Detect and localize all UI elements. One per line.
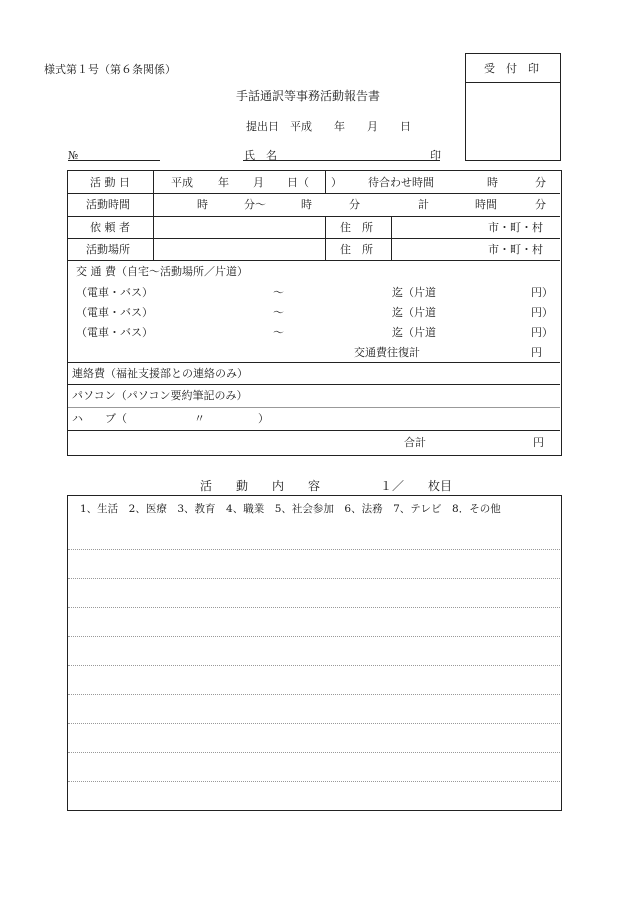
hub-ditto: 〃 (194, 412, 205, 425)
sum-label: 合計 (404, 436, 426, 449)
name-underline (243, 160, 440, 161)
page-count: １／ 枚目 (380, 479, 453, 493)
sum-yen: 円 (533, 436, 544, 449)
no-underline (68, 160, 160, 161)
place-address-label: 住 所 (340, 243, 373, 256)
writing-line (68, 549, 560, 550)
wait-time-label: 待合わせ時間 (368, 176, 434, 189)
transport-yen-1: 円） (531, 286, 553, 299)
activity-content-box (67, 495, 562, 811)
name-label: 氏 名 (244, 149, 277, 162)
transport-until-2: 迄（片道 (392, 306, 436, 319)
roundtrip-yen: 円 (531, 346, 542, 359)
activity-time-label: 活動時間 (86, 198, 130, 211)
time-minute-start: 分～ (244, 198, 266, 211)
hub-label: ハ ブ（ (72, 412, 127, 425)
pc-label: パソコン（パソコン要約筆記のみ） (72, 389, 248, 402)
hub-close: ） (258, 412, 269, 425)
transport-mode-1: （電車・バス） (76, 286, 153, 299)
requester-label: 依 頼 者 (90, 221, 130, 234)
submission-date: 提出日 平成 年 月 日 (246, 120, 411, 133)
seal-label: 印 (430, 149, 441, 162)
wait-minute: 分 (535, 176, 546, 189)
time-total-label: 計 (418, 198, 429, 211)
date-month: 月 (253, 176, 264, 189)
writing-line (68, 665, 560, 666)
transport-tilde-3: ～ (273, 326, 284, 339)
transport-tilde-2: ～ (273, 306, 284, 319)
transport-until-3: 迄（片道 (392, 326, 436, 339)
requester-address-label: 住 所 (340, 221, 373, 234)
place-city: 市・町・村 (488, 243, 543, 256)
date-year: 年 (218, 176, 229, 189)
requester-city: 市・町・村 (488, 221, 543, 234)
time-hour-end: 時 (301, 198, 312, 211)
stamp-label: 受 付 印 (484, 62, 539, 75)
activity-categories: 1、生活 2、医療 3、教育 4、職業 5、社会参加 6、法務 7、テレビ 8．その他 (80, 503, 501, 515)
activity-heading: 活 動 内 容 (200, 479, 321, 493)
writing-line (68, 694, 560, 695)
activity-date-label: 活 動 日 (90, 176, 130, 189)
place-label: 活動場所 (86, 243, 130, 256)
writing-line (68, 607, 560, 608)
no-label: № (68, 149, 79, 162)
contact-fee-label: 連絡費（福祉支援部との連絡のみ） (72, 367, 248, 380)
transport-until-1: 迄（片道 (392, 286, 436, 299)
wait-hour: 時 (487, 176, 498, 189)
writing-line (68, 636, 560, 637)
report-table (67, 170, 562, 456)
transport-label: 交 通 費（自宅～活動場所／片道） (76, 265, 248, 278)
stamp-box (465, 53, 561, 161)
writing-line (68, 578, 560, 579)
transport-mode-3: （電車・バス） (76, 326, 153, 339)
form-number: 様式第１号（第６条関係） (44, 63, 176, 76)
transport-tilde-1: ～ (273, 286, 284, 299)
time-minute-end: 分 (349, 198, 360, 211)
date-day: 日（ ） (287, 176, 342, 189)
transport-mode-2: （電車・バス） (76, 306, 153, 319)
page-title: 手話通訳等事務活動報告書 (236, 89, 381, 103)
writing-line (68, 723, 560, 724)
time-total-minute: 分 (535, 198, 546, 211)
writing-line (68, 781, 560, 782)
transport-yen-3: 円） (531, 326, 553, 339)
transport-yen-2: 円） (531, 306, 553, 319)
time-total-hours: 時間 (475, 198, 497, 211)
time-hour-start: 時 (197, 198, 208, 211)
date-era: 平成 (171, 176, 193, 189)
roundtrip-label: 交通費往復計 (354, 346, 420, 359)
writing-line (68, 752, 560, 753)
